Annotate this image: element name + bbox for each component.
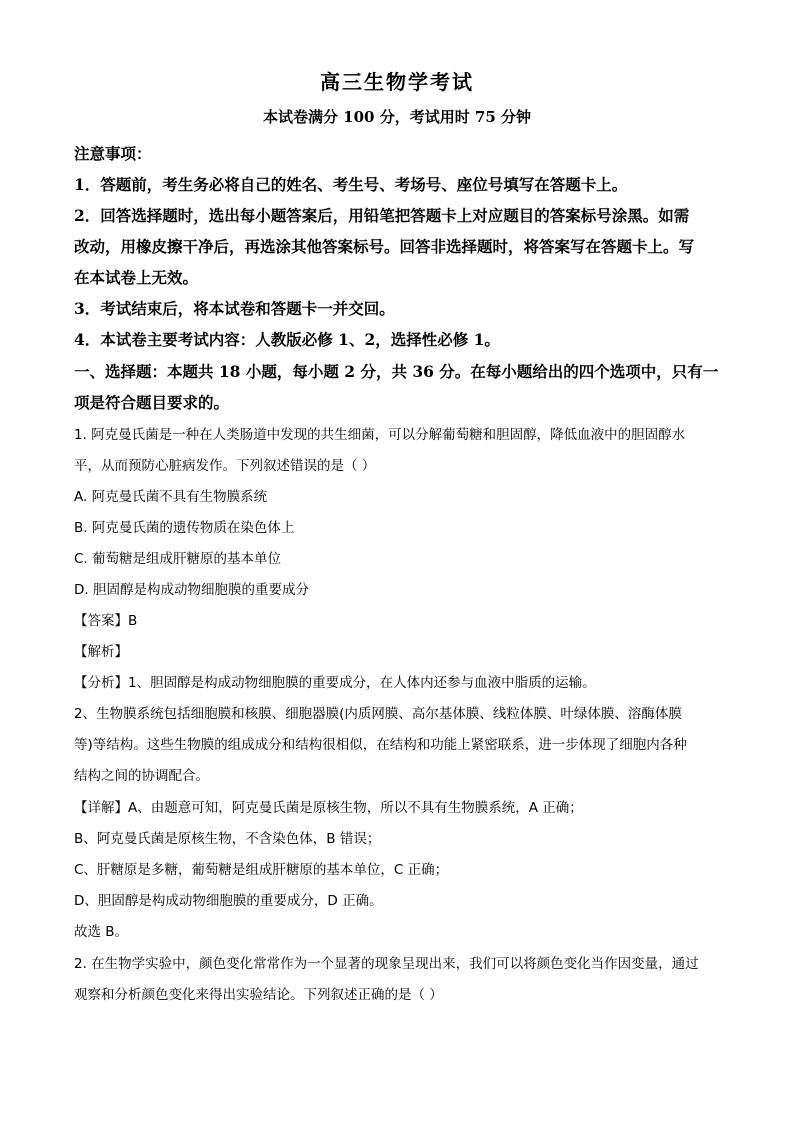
q1-analysis-2-cont: 等)等结构。这些生物膜的组成成分和结构很相似，在结构和功能上紧密联系，进一步体现了细胞内各种 bbox=[74, 737, 687, 753]
q1-detail-c: C、肝糖原是多糖，葡萄糖是组成肝糖原的基本单位，C 正确； bbox=[74, 862, 449, 878]
section-heading: 一、选择题：本题共 18 小题，每小题 2 分，共 36 分。在每小题给出的四个选项中，只有一 bbox=[74, 362, 719, 381]
q1-conclusion: 故选 B。 bbox=[74, 924, 129, 940]
q1-detail-d: D、胆固醇是构成动物细胞膜的重要成分，D 正确。 bbox=[74, 893, 383, 909]
notice-item-2-end: 在本试卷上无效。 bbox=[74, 268, 199, 287]
q2-stem: 2. 在生物学实验中，颜色变化常常作为一个显著的现象呈现出来，我们可以将颜色变化当作因变量，通过 bbox=[74, 956, 699, 972]
q1-option-a: A. 阿克曼氏菌不具有生物膜系统 bbox=[74, 489, 268, 505]
notice-item-1: 1．答题前，考生务必将自己的姓名、考生号、考场号、座位号填写在答题卡上。 bbox=[74, 175, 628, 194]
q1-analysis-2: 2、生物膜系统包括细胞膜和核膜、细胞器膜(内质网膜、高尔基体膜、线粒体膜、叶绿体膜、溶酶体膜 bbox=[74, 706, 682, 722]
q1-stem: 1. 阿克曼氏菌是一种在人类肠道中发现的共生细菌，可以分解葡萄糖和胆固醇，降低血液中的胆固醇水 bbox=[74, 427, 686, 443]
q1-analysis-label: 【解析】 bbox=[74, 644, 128, 660]
q1-answer: 【答案】B bbox=[74, 613, 138, 629]
q1-analysis-1: 【分析】1、胆固醇是构成动物细胞膜的重要成分，在人体内还参与血液中脂质的运输。 bbox=[74, 675, 596, 691]
q1-option-b: B. 阿克曼氏菌的遗传物质在染色体上 bbox=[74, 520, 295, 536]
q1-analysis-2-end: 结构之间的协调配合。 bbox=[74, 768, 209, 784]
q1-detail-a: 【详解】A、由题意可知，阿克曼氏菌是原核生物，所以不具有生物膜系统，A 正确； bbox=[74, 800, 583, 816]
q1-stem-cont: 平，从而预防心脏病发作。下列叙述错误的是（ ） bbox=[74, 458, 376, 474]
page-title: 高三生物学考试 bbox=[320, 70, 474, 94]
section-heading-cont: 项是符合题目要求的。 bbox=[74, 393, 230, 412]
q1-option-c: C. 葡萄糖是组成肝糖原的基本单位 bbox=[74, 551, 282, 567]
notice-item-3: 3．考试结束后，将本试卷和答题卡一并交回。 bbox=[74, 299, 395, 318]
q1-detail-b: B、阿克曼氏菌是原核生物，不含染色体，B 错误； bbox=[74, 831, 381, 847]
notice-item-4: 4．本试卷主要考试内容：人教版必修 1、2，选择性必修 1。 bbox=[74, 330, 500, 349]
notice-heading: 注意事项： bbox=[74, 144, 152, 163]
page-subtitle: 本试卷满分 100 分，考试用时 75 分钟 bbox=[262, 108, 532, 126]
notice-item-2-cont: 改动，用橡皮擦干净后，再选涂其他答案标号。回答非选择题时，将答案写在答题卡上。写 bbox=[74, 237, 695, 256]
notice-item-2: 2．回答选择题时，选出每小题答案后，用铅笔把答题卡上对应题目的答案标号涂黑。如需 bbox=[74, 206, 690, 225]
q2-stem-cont: 观察和分析颜色变化来得出实验结论。下列叙述正确的是（ ） bbox=[74, 987, 443, 1003]
q1-option-d: D. 胆固醇是构成动物细胞膜的重要成分 bbox=[74, 582, 309, 598]
